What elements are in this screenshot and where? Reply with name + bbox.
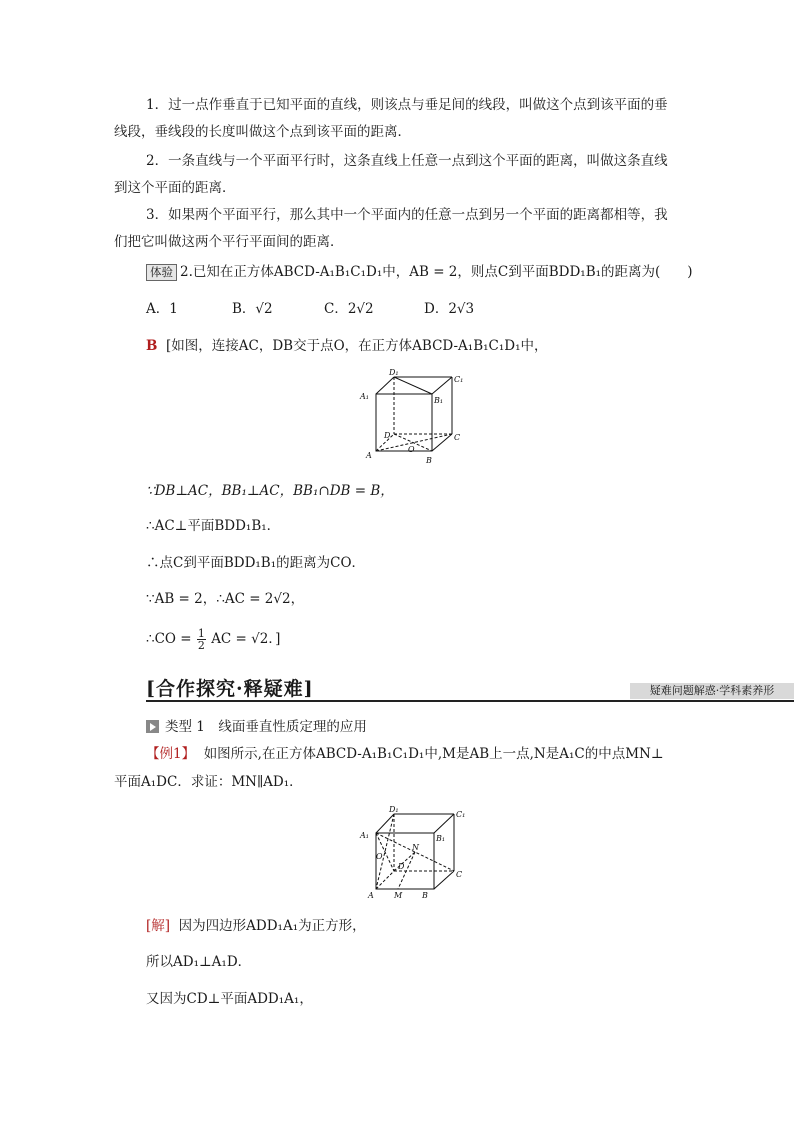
para3-line1: 3．如果两个平面平行，那么其中一个平面内的任意一点到另一个平面的距离都相等，我 bbox=[146, 207, 668, 223]
type-heading bbox=[146, 718, 367, 736]
step-5-fraction bbox=[197, 628, 206, 651]
solution-text-1: 因为四边形ADD₁A₁为正方形， bbox=[178, 918, 366, 934]
step-2: ∴AC⊥平面BDD₁B₁． bbox=[146, 518, 281, 534]
fig2-label-o: O bbox=[376, 852, 383, 861]
cube-figure-1 bbox=[356, 366, 468, 468]
para2-line1: 2．一条直线与一个平面平行时，这条直线上任意一点到这个平面的距离，叫做这条直线 bbox=[146, 153, 668, 169]
fig2-label-n: N bbox=[412, 843, 419, 852]
step-4: ∵AB = 2，∴AC = 2√2， bbox=[146, 591, 305, 607]
fig1-label-d1: D₁ bbox=[389, 368, 399, 377]
fig1-label-b1: B₁ bbox=[434, 396, 444, 405]
answer-intro-text: [如图，连接AC，DB交于点O，在正方体ABCD-A₁B₁C₁D₁中， bbox=[166, 338, 548, 354]
example-line2: 平面A₁DC．求证：MN∥AD₁． bbox=[114, 774, 303, 790]
fig1-label-d: D bbox=[384, 431, 391, 440]
option-a: A．1 bbox=[146, 301, 178, 317]
fig2-label-c: C bbox=[456, 870, 463, 879]
section-tag: 疑难问题解惑·学科素养形 bbox=[630, 683, 794, 699]
solution-label: [解] bbox=[146, 918, 171, 934]
step-5-suffix: AC = √2．] bbox=[211, 631, 281, 647]
answer-intro bbox=[146, 337, 548, 355]
para1-line1: 1．过一点作垂直于已知平面的直线，则该点与垂足间的线段，叫做这个点到该平面的垂 bbox=[146, 97, 668, 113]
fig2-label-a: A bbox=[368, 891, 374, 900]
fig1-label-b: B bbox=[426, 456, 432, 465]
experience-question-text: 2.已知在正方体ABCD-A₁B₁C₁D₁中，AB = 2，则点C到平面BDD₁B₁的距离为( ) bbox=[180, 264, 693, 280]
answer-letter: B bbox=[146, 338, 158, 354]
fig1-label-a1: A₁ bbox=[360, 392, 369, 401]
play-triangle-icon bbox=[146, 720, 159, 733]
solution-line3: 又因为CD⊥平面ADD₁A₁， bbox=[146, 991, 313, 1007]
option-b: B．√2 bbox=[232, 301, 273, 317]
step-5 bbox=[146, 628, 280, 651]
type-label: 类型 1 线面垂直性质定理的应用 bbox=[165, 719, 367, 735]
example-label: 【例1】 bbox=[146, 746, 196, 762]
cube-figure-2 bbox=[356, 803, 468, 901]
solution-line2: 所以AD₁⊥A₁D． bbox=[146, 954, 252, 970]
section-title: [合作探究·释疑难] bbox=[146, 678, 314, 700]
fig1-label-c1: C₁ bbox=[454, 375, 464, 384]
fraction-denominator: 2 bbox=[197, 639, 205, 652]
experience-question bbox=[146, 263, 693, 281]
fig2-label-c1: C₁ bbox=[456, 810, 466, 819]
fraction-numerator: 1 bbox=[197, 627, 205, 640]
fig1-label-c: C bbox=[454, 433, 461, 442]
fig2-label-m: M bbox=[394, 891, 403, 900]
example-line1 bbox=[146, 745, 664, 763]
fig2-label-b: B bbox=[422, 891, 428, 900]
example-text-1: 如图所示,在正方体ABCD-A₁B₁C₁D₁中,M是AB上一点,N是A₁C的中点MN⊥ bbox=[203, 746, 664, 762]
fig1-label-a: A bbox=[366, 451, 372, 460]
fig2-label-a1: A₁ bbox=[360, 831, 369, 840]
solution-line1 bbox=[146, 917, 366, 935]
fig2-label-d1: D₁ bbox=[389, 805, 399, 814]
para1-line2: 线段，垂线段的长度叫做这个点到该平面的距离． bbox=[114, 124, 411, 140]
step-5-prefix: ∴CO = bbox=[146, 631, 192, 647]
fig2-label-b1: B₁ bbox=[436, 834, 446, 843]
fig1-label-o: O bbox=[408, 445, 415, 454]
step-1: ∵DB⊥AC，BB₁⊥AC，BB₁∩DB = B， bbox=[146, 483, 394, 499]
para3-line2: 们把它叫做这两个平行平面间的距离． bbox=[114, 234, 344, 250]
step-3: ∴点C到平面BDD₁B₁的距离为CO． bbox=[146, 555, 366, 571]
fig2-label-d: D bbox=[398, 862, 405, 871]
option-d: D．2√3 bbox=[424, 301, 475, 317]
section-rule bbox=[146, 700, 794, 702]
experience-badge: 体验 bbox=[146, 264, 177, 281]
para2-line2: 到这个平面的距离． bbox=[114, 180, 236, 196]
option-c: C．2√2 bbox=[324, 301, 374, 317]
